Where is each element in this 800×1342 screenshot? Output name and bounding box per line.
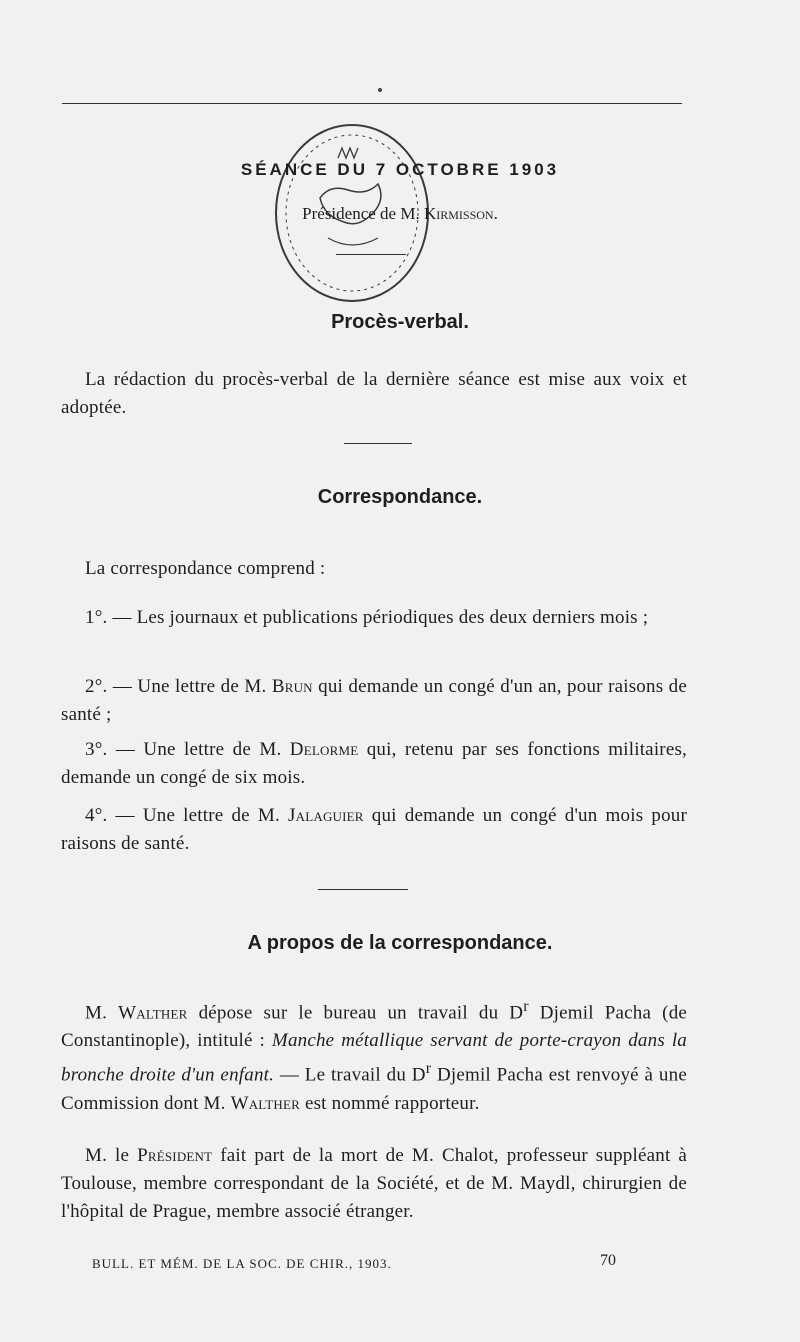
president-name: Kirmisson. [423, 204, 498, 223]
presidence-line [0, 204, 800, 224]
item-text: qui demande un congé d'un an, pour raisons de santé ; [61, 676, 688, 725]
item-number: 1°. — [85, 607, 132, 628]
work-title: Manche métallique servant de porte-crayon dans la bronche droite d'un enfant. [61, 1030, 687, 1086]
correspondance-intro: La correspondance comprend : [85, 558, 326, 579]
item-text: qui demande un congé d'un mois pour raisons de santé. [61, 805, 688, 854]
item-text: Les journaux et publications périodiques des deux derniers mois ; [136, 607, 649, 628]
person-name: Walther [118, 1002, 188, 1024]
person-name: Brun [271, 676, 313, 697]
person-name: Président [137, 1145, 213, 1166]
superscript: r [523, 998, 529, 1015]
correspondance-item [61, 673, 687, 729]
correspondance-item [61, 604, 687, 632]
text-run: est nommé rapporteur. [304, 1092, 480, 1114]
proces-verbal-text: La rédaction du procès-verbal de la dernière séance est mise aux voix et adoptée. [61, 369, 687, 418]
person-name: Jalaguier [288, 805, 364, 826]
correspondance-heading: Correspondance. [317, 486, 483, 508]
text-run: M. [85, 1002, 108, 1024]
presidence-prefix: Présidence de M. [302, 204, 420, 223]
text-run: — Le travail du D [279, 1064, 426, 1086]
person-name: Delorme [289, 739, 359, 760]
seance-title: SÉANCE DU 7 OCTOBRE 1903 [240, 160, 560, 179]
item-text: qui, retenu par ses fonctions militaires, demande un congé de six mois. [61, 739, 687, 788]
item-number: 2°. — [85, 676, 133, 697]
journal-footer: BULL. ET MÉM. DE LA SOC. DE CHIR., 1903. [92, 1256, 392, 1271]
item-text: Une lettre de M. [143, 739, 282, 760]
page-number: 70 [600, 1252, 616, 1269]
text-run: M. le [85, 1145, 130, 1166]
separator-rule [336, 254, 406, 255]
text-run: Djemil Pacha (de Constantinople), intitulé : [61, 1002, 688, 1052]
superscript: r [425, 1060, 432, 1078]
item-text: Une lettre de M. [137, 676, 267, 697]
proces-verbal-heading: Procès-verbal. [331, 311, 469, 333]
correspondance-item [61, 802, 687, 858]
person-name: Walther [230, 1092, 300, 1114]
walther-paragraph [61, 993, 687, 1118]
item-number: 4°. — [85, 805, 135, 826]
text-run: Djemil Pacha est renvoyé à une Commission dont M. [61, 1064, 687, 1114]
item-text: Une lettre de M. [142, 805, 280, 826]
page-dot [378, 88, 382, 92]
top-rule [62, 103, 682, 104]
text-run: dépose sur le bureau un travail du D [198, 1002, 524, 1024]
item-number: 3°. — [85, 739, 136, 760]
separator-rule [344, 443, 412, 444]
text-run: fait part de la mort de M. Chalot, professeur suppléant à Toulouse, membre correspondant de la Société, et de M. Maydl, chirurgien de l'hôpital de Prague, membre associé étranger. [61, 1145, 688, 1222]
separator-rule [318, 889, 408, 890]
a-propos-heading: A propos de la correspondance. [247, 932, 553, 954]
president-paragraph [61, 1142, 687, 1226]
correspondance-item [61, 736, 687, 792]
